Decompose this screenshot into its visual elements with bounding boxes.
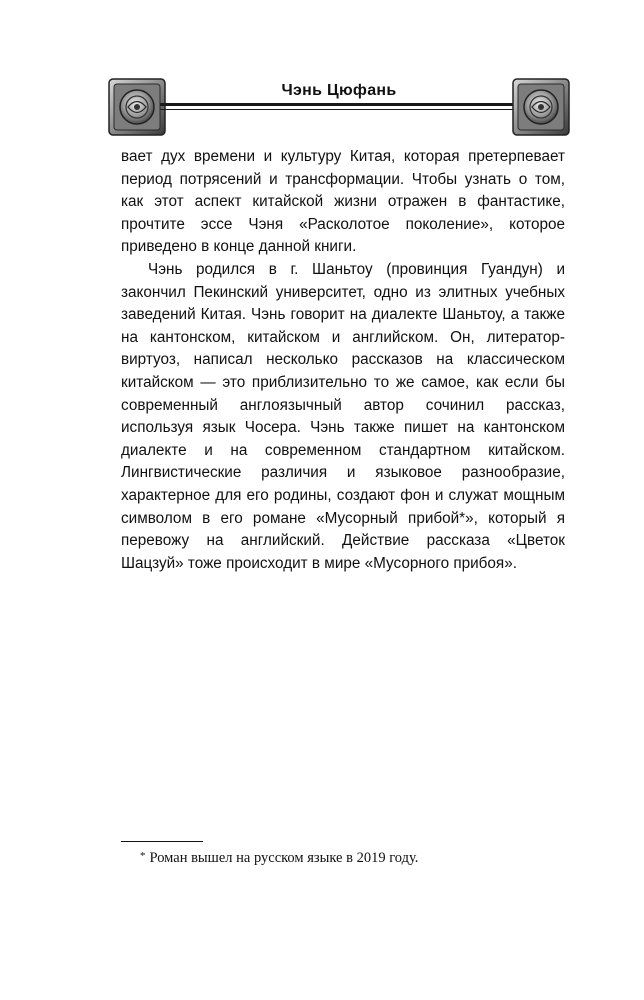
header-rule [160, 103, 518, 106]
ornament-emblem-icon [108, 78, 166, 136]
paragraph: Чэнь родился в г. Шаньтоу (провинция Гуандун) и закончил Пекинский университет, одно из элитных учебных заведений Китая. Чэнь говорит на диалекте Шаньтоу, а также на кантонском, китайском и английском. Он, литератор-виртуоз, написал несколько рассказов на классическом китайском — это приблизительно то же самое, как если бы современный англоязычный автор сочинил рассказ, используя язык Чосера. Чэнь также пишет на кантонском диалекте и на современном стандартном китайском. Лингвистические различия и языковое разнообразие, характерное для его родины, создают фон и служат мощным символом в его романе «Мусорный прибой*», который я перевожу на английский. Действие рассказа «Цветок Шацзуй» тоже происходит в мире «Мусорного прибоя». [121, 260, 565, 572]
paragraph: вает дух времени и культуру Китая, которая претерпевает период потрясений и трансформации. Чтобы узнать о том, как этот аспект китайской жизни отражен в фантастике, прочтите эссе Чэня «Расколотое поколение», которое приведено в конце данной книги. [121, 148, 565, 256]
footnote-text: Роман вышел на русском языке в 2019 году. [149, 850, 419, 866]
footnote [140, 850, 418, 867]
running-title: Чэнь Цюфань [281, 82, 397, 99]
header-rule-thin [160, 109, 518, 110]
running-header [108, 78, 570, 136]
ornament-emblem-icon [512, 78, 570, 136]
footnote-divider [121, 841, 203, 842]
body-text [121, 146, 565, 575]
footnote-mark: * [140, 850, 146, 862]
